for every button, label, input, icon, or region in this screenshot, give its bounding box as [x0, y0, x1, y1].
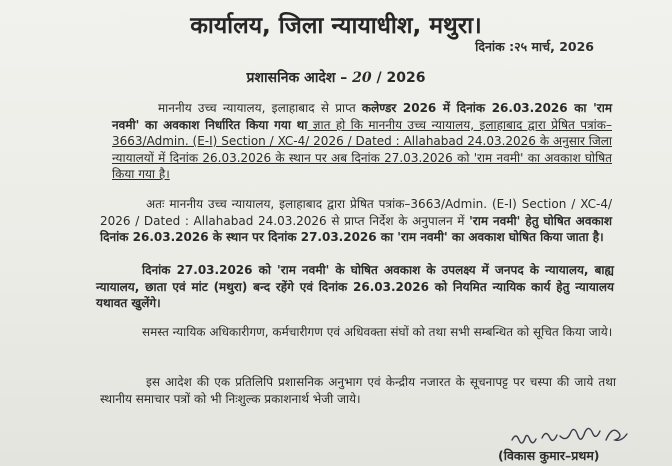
p1-lead: माननीय उच्च न्यायालय, इलाहाबाद से प्राप्त: [158, 101, 362, 115]
paragraph-court-closure: [96, 262, 614, 312]
p4-text: समस्त न्यायिक अधिकारीगण, कर्मचारीगण एवं अधिवक्ता संघों को तथा सभी सम्बन्धित को सूचित किया जाये।: [142, 325, 613, 339]
p3-text: दिनांक 27.03.2026 को 'राम नवमी' के घोषित अवकाश के उपलक्ष्य में जनपद के न्यायालय, बाह्य न्यायालय, छाता एवं मांट (मथुरा) बन्द रहेंगे एवं दिनांक 26.03.2026 को नियमित न्यायिक कार्य हेतु न्यायालय यथावत खुलेंगे।: [96, 263, 614, 310]
paragraph-inform-all: [96, 324, 616, 341]
paragraph-copy-publish: [100, 374, 616, 407]
p5-text: इस आदेश की एक प्रतिलिपि प्रशासनिक अनुभाग एवं केन्द्रीय नजारत के सूचनापट्ट पर चस्पा की जाये तथा स्थानीय समाचार पत्रों को भी निःशुल्क प्रकाशनार्थ भेजी जाये।: [100, 375, 616, 406]
p1-underlined: ज्ञात हो कि माननीय उच्च न्यायालय, इलाहाबाद द्वारा प्रेषित पत्रांक–3663/Admin. (E-I) Section / XC-4/ 2026 / Dated : Allahabad 24.03.2026 के अनुसार जिला न्यायालयों में दिनांक 26.03.2026 के स्थान पर अब दिनांक 27.03.2026 को 'राम नवमी' का अवकाश घोषित किया गया है।: [112, 117, 612, 181]
paragraph-compliance: [100, 196, 612, 246]
order-date: दिनांक :२५ मार्च, 2026: [475, 39, 594, 54]
handwritten-signature: [510, 422, 640, 448]
order-title: [0, 68, 672, 87]
office-heading: कार्यालय, जिला न्यायाधीश, मथुरा।: [190, 13, 482, 39]
p1-bold: कलेण्डर 2026 में दिनांक 26.03.2026 का 'राम नवमी' का अवकाश निर्धारित किया गया था: [112, 101, 612, 132]
p2-lead: अतः माननीय उच्च न्यायालय, इलाहाबाद द्वारा प्रेषित पत्रांक–3663/Admin. (E-I) Section / XC-4/ 2026 / Dated : Allahabad 24.03.2026 से प्राप्त निर्देश के अनुपालन में: [100, 197, 612, 228]
paragraph-calendar-notice: [112, 100, 612, 183]
signatory-name: (विकास कुमार–प्रथम): [498, 448, 600, 463]
order-year: / 2026: [376, 70, 426, 86]
order-number: 20: [352, 70, 372, 86]
order-label: प्रशासनिक आदेश –: [246, 70, 348, 86]
p2-bold: 'राम नवमी' हेतु घोषित अवकाश दिनांक 26.03.2026 के स्थान पर दिनांक 27.03.2026 का 'राम नवमी' का अवकाश घोषित किया जाता है।: [100, 213, 612, 244]
